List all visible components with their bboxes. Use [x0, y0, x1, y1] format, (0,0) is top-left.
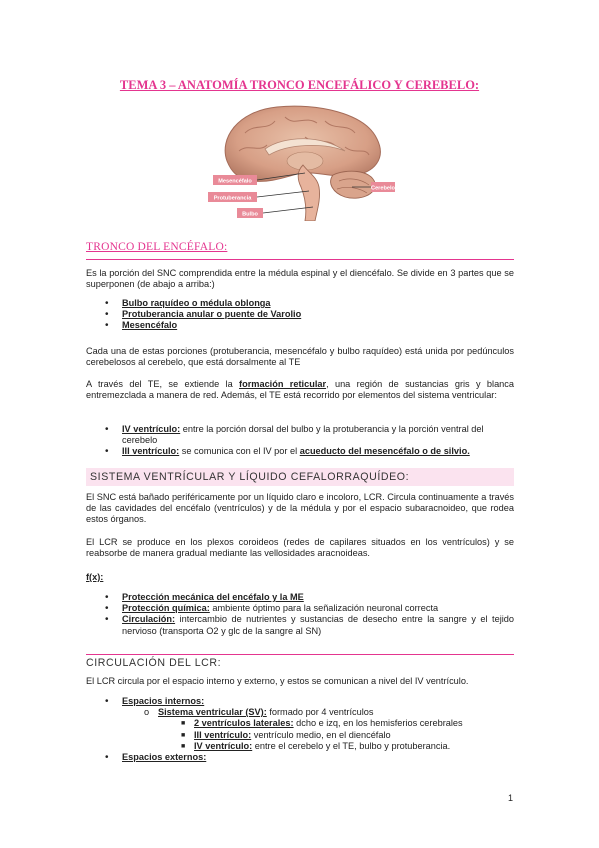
document-title: TEMA 3 – ANATOMÍA TRONCO ENCEFÁLICO Y CEREBELO: — [119, 78, 480, 92]
list-item: • Mesencéfalo — [86, 320, 514, 331]
spaces-list — [86, 696, 514, 763]
section-heading-circulacion: CIRCULACIÓN DEL LCR: — [86, 657, 222, 669]
section-rule — [86, 654, 514, 655]
label-bulbo: Bulbo — [242, 211, 258, 218]
list-item: • Protección mecánica del encéfalo y la ME — [86, 592, 514, 603]
sub-sub-item: ■ 2 ventrículos laterales: dcho e izq, en los hemisferios cerebrales — [181, 718, 463, 729]
paragraph-formacion-reticular: A través del TE, se extiende la formación reticular, una región de sustancias gris y blanca entremezclada a manera de red. Además, el TE está recorrido por elementos del sistema ventricular: — [86, 379, 514, 401]
section-rule — [86, 259, 514, 260]
list-item: • IV ventrículo: entre la porción dorsal del bulbo y la protuberancia y la porción ventral del cerebelo — [86, 424, 514, 446]
brain-diagram — [205, 103, 395, 221]
sub-sub-item: ■ IV ventrículo: entre el cerebelo y el TE, bulbo y protuberancia. — [181, 740, 451, 751]
list-item: • Espacios externos: — [86, 752, 514, 763]
section-heading-tronco: TRONCO DEL ENCÉFALO: — [86, 241, 228, 253]
sub-sub-item: ■ III ventrículo: ventrículo medio, en el diencéfalo — [181, 729, 391, 740]
paragraph-pedunculos: Cada una de estas porciones (protuberancia, mesencéfalo y bulbo raquídeo) está unida por pedúnculos cerebelosos al cerebelo, que está dorsalmente al TE — [86, 346, 514, 368]
list-item: • Protuberancia anular o puente de Varolio — [86, 309, 514, 320]
list-item: • Espacios internos: o Sistema ventricular (SV): formado por 4 ventrículos ■ 2 ventrículos laterales: dcho e izq, en los hemisferios cerebrales ■ III ventrículo: ventrículo medio, en el diencéfalo ■ IV ventrículo: entre el cerebelo y el TE, bulbo y protuberancia. — [86, 696, 514, 752]
list-item: • Bulbo raquídeo o médula oblonga — [86, 298, 514, 309]
list-item: • Circulación: intercambio de nutrientes y sustancias de desecho entre la sangre y el tejido nervioso (transporta O2 y glc de la sangre al SN) — [86, 614, 514, 636]
sub-item-sistema-ventricular: o Sistema ventricular (SV): formado por 4 ventrículos — [144, 707, 374, 718]
functions-label: f(x): — [86, 572, 104, 582]
label-mesencefalo: Mesencéfalo — [218, 178, 252, 185]
parts-list — [86, 298, 514, 332]
paragraph-lcr: El SNC está bañado periféricamente por un líquido claro e incoloro, LCR. Circula continuamente a través de las cavidades del encéfalo (ventrículos) y de la médula y por el espacio subaracnoideo, que rodea estos órganos. — [86, 492, 514, 525]
list-item: • Protección química: ambiente óptimo para la señalización neuronal correcta — [86, 603, 514, 614]
paragraph-circulacion: El LCR circula por el espacio interno y externo, y estos se comunican a nivel del IV ventrículo. — [86, 676, 469, 686]
section-heading-sistema-ventricular: SISTEMA VENTRÍCULAR Y LÍQUIDO CEFALORRAQUÍDEO: — [86, 468, 514, 486]
ventricles-list — [86, 424, 514, 458]
page-number: 1 — [508, 793, 514, 803]
paragraph-plexos: El LCR se produce en los plexos coroideos (redes de capilares situados en los ventrículos) y se reabsorbe de manera gradual mediante las vellosidades aracnoideas. — [86, 537, 514, 559]
label-cerebelo: Cerebelo — [371, 185, 395, 192]
label-protuberancia: Protuberancia — [213, 195, 252, 202]
functions-list — [86, 592, 514, 637]
list-item: • III ventrículo: se comunica con el IV por el acueducto del mesencéfalo o de silvio. — [86, 446, 514, 457]
paragraph-definition: Es la porción del SNC comprendida entre la médula espinal y el diencéfalo. Se divide en 3 partes que se superponen (de abajo a arriba:) — [86, 268, 514, 290]
